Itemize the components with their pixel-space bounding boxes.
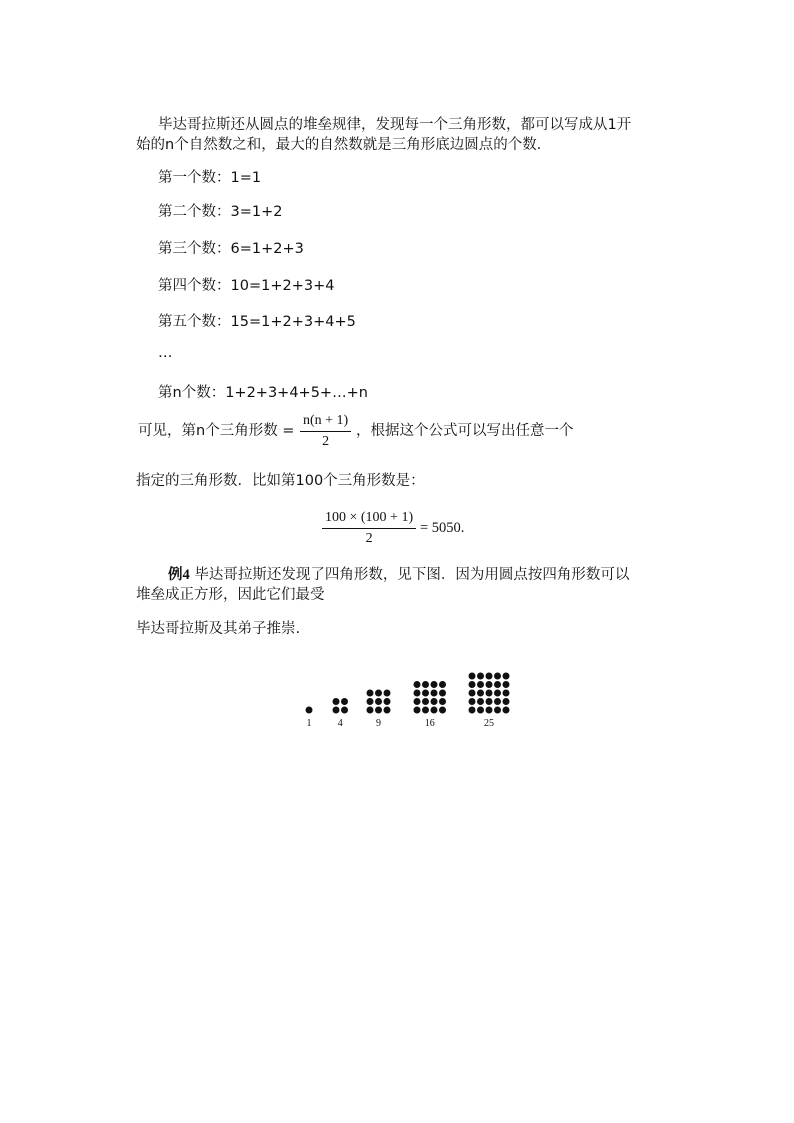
formula-suffix: ，根据这个公式可以写出任意一个 <box>356 423 574 439</box>
dot <box>494 673 501 680</box>
list-item: … <box>158 345 173 361</box>
square-number-25 <box>469 673 510 730</box>
dot <box>367 698 374 705</box>
dot <box>486 681 493 688</box>
dot <box>486 698 493 705</box>
fraction-n-triangle <box>300 413 351 450</box>
dot <box>341 707 348 714</box>
square-numbers-figure <box>300 660 520 735</box>
formula-prefix: 可见，第n个三角形数 = <box>138 423 295 439</box>
dot <box>414 707 421 714</box>
calc-result: = 5050. <box>420 520 465 536</box>
list-item: 第四个数：10=1+2+3+4 <box>158 278 335 294</box>
example-text: 毕达哥拉斯还发现了四角形数，见下图．因为用圆点按四角形数可以 <box>189 567 630 583</box>
dot <box>477 690 484 697</box>
fraction-numerator: n(n + 1) <box>300 413 351 432</box>
dot <box>503 673 510 680</box>
list-item: 第一个数：1=1 <box>158 170 262 186</box>
dot <box>375 690 382 697</box>
dot <box>477 707 484 714</box>
fraction-example-calc <box>322 510 416 547</box>
dot <box>333 707 340 714</box>
dot <box>306 707 313 714</box>
dot <box>333 698 340 705</box>
paragraph-line <box>168 564 629 586</box>
list-item: 第n个数：1+2+3+4+5+…+n <box>158 385 368 401</box>
dot <box>422 698 429 705</box>
dot <box>477 698 484 705</box>
dot <box>422 707 429 714</box>
dot <box>414 690 421 697</box>
square-number-label: 9 <box>376 718 381 729</box>
paragraph-line: 毕达哥拉斯还从圆点的堆垒规律，发现每一个三角形数，都可以写成从1开 <box>158 117 632 133</box>
dot <box>503 698 510 705</box>
dot <box>477 681 484 688</box>
dot <box>469 707 476 714</box>
dot <box>439 707 446 714</box>
dot <box>494 690 501 697</box>
dot <box>367 690 374 697</box>
dot <box>469 690 476 697</box>
dot <box>439 698 446 705</box>
list-item: 第五个数：15=1+2+3+4+5 <box>158 314 356 330</box>
fraction-denominator: 2 <box>365 531 373 546</box>
square-number-label: 4 <box>337 718 343 729</box>
square-number-4 <box>333 698 349 729</box>
dot <box>375 707 382 714</box>
dot <box>414 698 421 705</box>
list-item: 第三个数：6=1+2+3 <box>158 241 304 257</box>
example-label: 例4 <box>168 567 190 583</box>
paragraph-line: 堆垒成正方形，因此它们最受 <box>136 587 325 603</box>
dot <box>503 681 510 688</box>
list-item: 第二个数：3=1+2 <box>158 204 283 220</box>
dot <box>384 698 391 705</box>
dot <box>469 698 476 705</box>
square-number-label: 25 <box>484 718 494 729</box>
square-number-9 <box>367 690 391 730</box>
dot <box>469 681 476 688</box>
dot <box>431 707 438 714</box>
dot <box>477 673 484 680</box>
fraction-numerator: 100 × (100 + 1) <box>322 510 416 529</box>
dot <box>384 707 391 714</box>
square-number-1 <box>306 707 313 730</box>
dot <box>494 681 501 688</box>
dot <box>494 698 501 705</box>
dot <box>414 681 421 688</box>
dot <box>431 681 438 688</box>
paragraph-line: 指定的三角形数．比如第100个三角形数是： <box>136 473 425 489</box>
square-number-label: 16 <box>424 718 435 729</box>
dot <box>486 690 493 697</box>
fraction-denominator: 2 <box>322 434 330 449</box>
dot <box>503 707 510 714</box>
dot <box>341 698 348 705</box>
paragraph-line: 毕达哥拉斯及其弟子推崇. <box>136 621 301 637</box>
dot <box>469 673 476 680</box>
paragraph-line: 始的n个自然数之和，最大的自然数就是三角形底边圆点的个数. <box>136 137 542 153</box>
dot <box>384 690 391 697</box>
dot <box>503 690 510 697</box>
dot <box>439 690 446 697</box>
dot <box>431 698 438 705</box>
dot <box>367 707 374 714</box>
dot <box>422 681 429 688</box>
square-number-label: 1 <box>306 718 312 729</box>
square-number-16 <box>414 681 447 729</box>
dot <box>486 707 493 714</box>
dot <box>422 690 429 697</box>
dot <box>494 707 501 714</box>
dot <box>431 690 438 697</box>
dot <box>375 698 382 705</box>
dot <box>486 673 493 680</box>
dot <box>439 681 446 688</box>
